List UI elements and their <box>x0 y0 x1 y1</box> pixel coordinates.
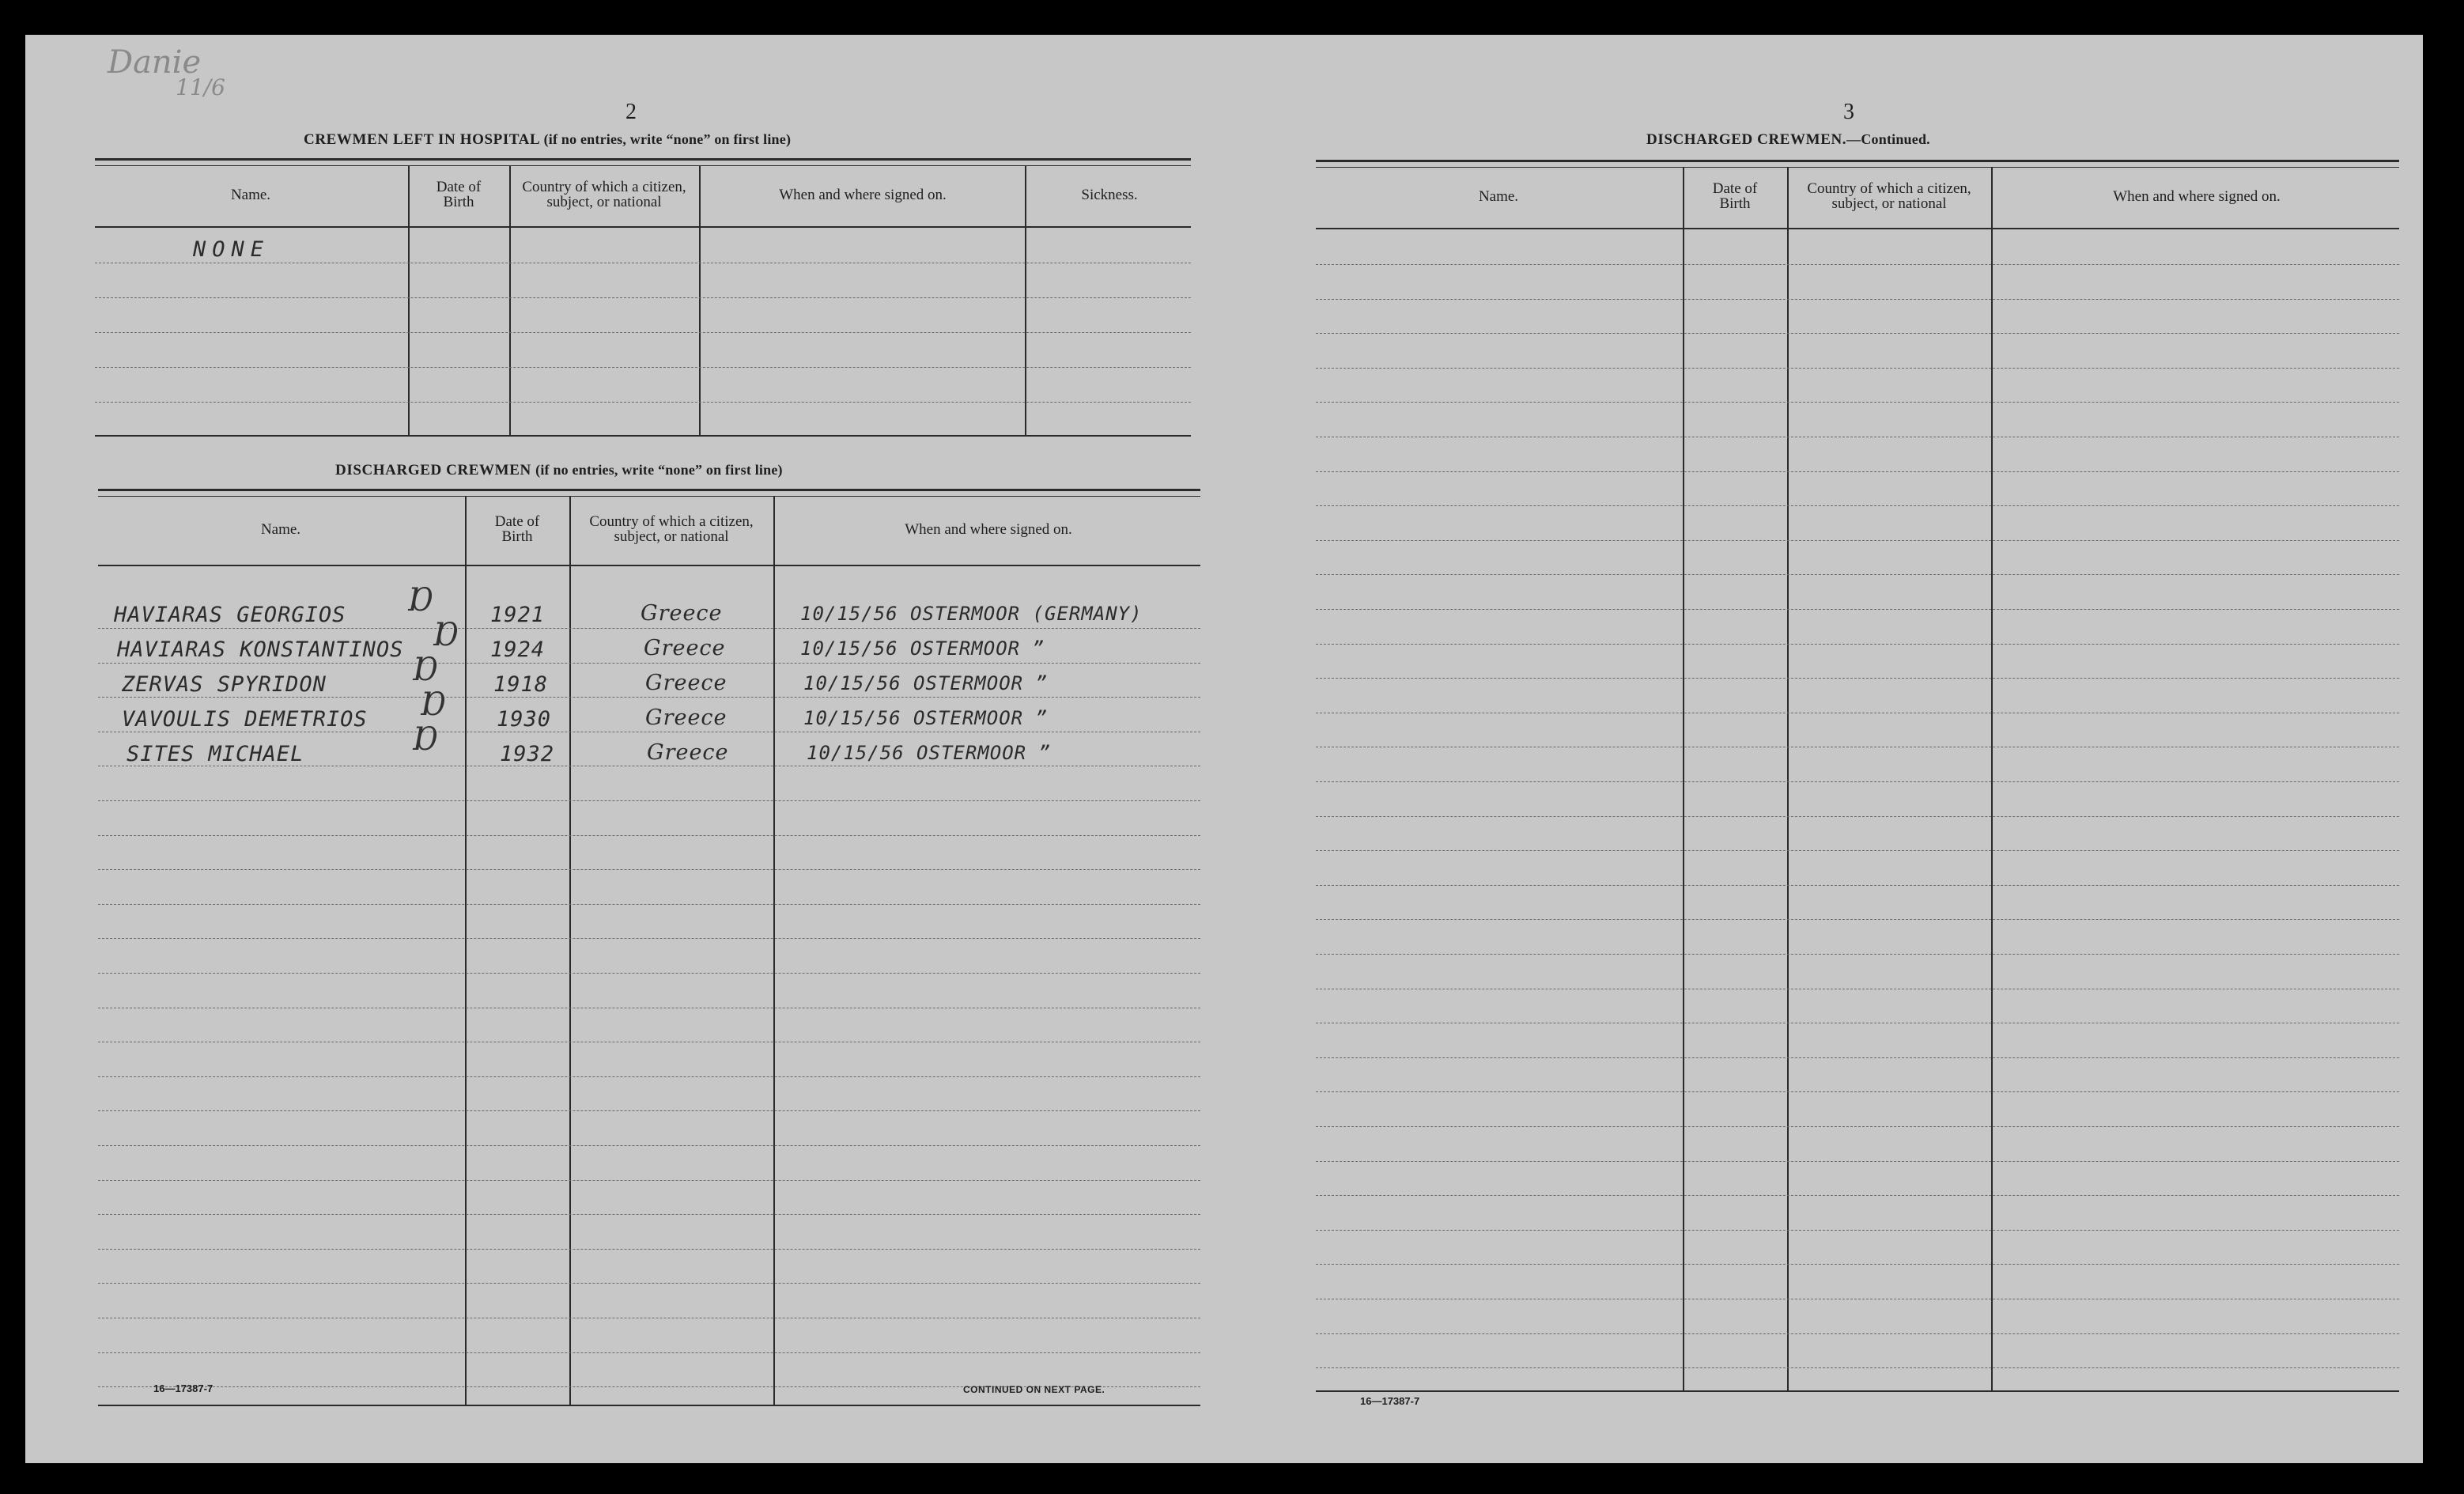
entry-name: VAVOULIS DEMETRIOS <box>122 707 368 732</box>
discharged-table-top-rule <box>98 489 1200 497</box>
ledger-row-line <box>98 1145 1200 1146</box>
right-col-divider <box>1991 168 1993 1392</box>
ledger-row-line <box>98 628 1200 629</box>
ledger-row-line <box>98 973 1200 974</box>
entry-signed-on: 10/15/56 OSTERMOOR ” <box>800 637 1045 660</box>
right-header-name: Name. <box>1478 187 1519 205</box>
handwritten-check-mark: Ɒ <box>413 721 438 758</box>
ledger-row-line <box>1316 1333 2399 1334</box>
entry-country: Greece <box>645 671 727 695</box>
handwritten-check-mark: Ɒ <box>421 686 446 723</box>
ledger-row-line <box>1316 540 2399 541</box>
discharged-header-signed-on: When and where signed on. <box>905 520 1072 538</box>
ledger-row-line <box>98 663 1200 664</box>
right-section-title <box>1646 131 1930 149</box>
ledger-row-line <box>98 904 1200 905</box>
ledger-row-line <box>1316 1091 2399 1092</box>
entry-signed-on: 10/15/56 OSTERMOOR ” <box>803 672 1048 694</box>
ledger-row-line <box>1316 781 2399 782</box>
discharged-col-divider <box>773 497 775 1405</box>
hospital-col-divider <box>509 166 511 437</box>
ledger-row-line <box>1316 678 2399 679</box>
hospital-title-instruction: (if no entries, write “none” on first line) <box>543 131 792 147</box>
ledger-row-line <box>1316 1126 2399 1127</box>
form-code-left: 16—17387-7 <box>153 1382 214 1394</box>
discharged-title-instruction: (if no entries, write “none” on first line) <box>535 462 783 478</box>
ledger-row-line <box>1316 1230 2399 1231</box>
entry-name: SITES MICHAEL <box>127 742 304 766</box>
discharged-col-divider <box>569 497 571 1405</box>
hospital-header-dob: Date of Birth <box>436 179 482 210</box>
hospital-col-divider <box>408 166 410 437</box>
hospital-row-line <box>95 332 1191 333</box>
continued-note: CONTINUED ON NEXT PAGE. <box>963 1384 1105 1395</box>
ledger-row-line <box>98 1352 1200 1353</box>
right-title-suffix: —Continued. <box>1846 131 1930 147</box>
corner-note-line2: 11/6 <box>176 74 225 100</box>
entry-signed-on: 10/15/56 OSTERMOOR ” <box>803 707 1048 729</box>
ledger-sheet <box>25 35 2423 1463</box>
discharged-table <box>98 489 1200 1422</box>
ledger-row-line <box>1316 402 2399 403</box>
discharged-header-country: Country of which a citizen, subject, or national <box>589 513 754 545</box>
ledger-row-line <box>98 835 1200 836</box>
left-page <box>25 35 1224 1463</box>
ledger-row-line <box>98 1110 1200 1111</box>
ledger-row-line <box>1316 1195 2399 1196</box>
right-header-dob: Date of Birth <box>1712 180 1758 212</box>
discharged-header-name: Name. <box>260 520 301 538</box>
right-table-bottom-rule <box>1316 1390 2399 1392</box>
ledger-row-line <box>98 697 1200 698</box>
hospital-table-bottom-rule <box>95 435 1191 437</box>
ledger-row-line <box>1316 644 2399 645</box>
hospital-header-sickness: Sickness. <box>1081 186 1138 203</box>
hospital-section-title <box>304 131 791 149</box>
ledger-row-line <box>1316 1264 2399 1265</box>
right-header-country: Country of which a citizen, subject, or national <box>1807 180 1971 212</box>
ledger-row-line <box>1316 264 2399 265</box>
corner-note-line1: Danie <box>108 44 202 81</box>
entry-country: Greece <box>647 740 729 765</box>
ledger-row-line <box>1316 299 2399 300</box>
discharged-header-dob: Date of Birth <box>494 513 540 545</box>
ledger-row-line <box>98 938 1200 939</box>
discharged-header-rule <box>98 565 1200 566</box>
right-header-rule <box>1316 228 2399 229</box>
entry-country: Greece <box>645 705 727 730</box>
page-number-left: 2 <box>625 100 637 124</box>
ledger-row-line <box>1316 1057 2399 1058</box>
handwritten-check-mark: Ɒ <box>433 617 459 653</box>
ledger-row-line <box>1316 368 2399 369</box>
hospital-header-signed-on: When and where signed on. <box>779 186 947 203</box>
ledger-row-line <box>1316 333 2399 334</box>
hospital-col-divider <box>1025 166 1026 437</box>
ledger-row-line <box>1316 816 2399 817</box>
hospital-col-divider <box>699 166 701 437</box>
hospital-title-text: CREWMEN LEFT IN HOSPITAL <box>304 131 540 148</box>
discharged-table-bottom-rule <box>98 1405 1200 1406</box>
ledger-row-line <box>98 869 1200 870</box>
hospital-table-top-rule <box>95 158 1191 166</box>
right-col-divider <box>1683 168 1684 1392</box>
ledger-row-line <box>98 1180 1200 1181</box>
ledger-row-line <box>98 800 1200 801</box>
hospital-entry-none: NONE <box>193 237 270 262</box>
ledger-row-line <box>1316 885 2399 886</box>
entry-country: Greece <box>644 636 726 660</box>
entry-signed-on: 10/15/56 OSTERMOOR ” <box>807 742 1051 764</box>
discharged-section-title <box>335 462 783 479</box>
entry-dob: 1930 <box>497 707 552 732</box>
hospital-row-line <box>95 367 1191 368</box>
entry-name: HAVIARAS GEORGIOS <box>114 603 346 627</box>
entry-country: Greece <box>641 601 723 626</box>
ledger-row-line <box>98 1076 1200 1077</box>
hospital-row-line <box>95 297 1191 298</box>
entry-dob: 1918 <box>493 672 549 697</box>
hospital-table <box>95 158 1191 475</box>
entry-dob: 1921 <box>490 603 546 627</box>
entry-dob: 1932 <box>500 742 555 766</box>
ledger-row-line <box>1316 850 2399 851</box>
discharged-continued-table <box>1316 160 2399 1425</box>
ledger-row-line <box>1316 471 2399 472</box>
ledger-row-line <box>1316 1161 2399 1162</box>
entry-name: ZERVAS SPYRIDON <box>122 672 327 697</box>
discharged-title-text: DISCHARGED CREWMEN <box>335 462 531 478</box>
hospital-header-rule <box>95 226 1191 228</box>
right-header-signed-on: When and where signed on. <box>2113 187 2281 205</box>
ledger-row-line <box>1316 1367 2399 1368</box>
ledger-row-line <box>98 1214 1200 1215</box>
right-page <box>1224 35 2423 1463</box>
handwritten-check-mark: Ɒ <box>413 652 438 688</box>
ledger-row-line <box>98 1249 1200 1250</box>
entry-signed-on: 10/15/56 OSTERMOOR (GERMANY) <box>800 603 1143 625</box>
page-number-right: 3 <box>1843 100 1854 124</box>
form-code-right: 16—17387-7 <box>1360 1395 1420 1407</box>
discharged-col-divider <box>465 497 467 1405</box>
ledger-row-line <box>1316 954 2399 955</box>
right-table-top-rule <box>1316 160 2399 168</box>
ledger-row-line <box>1316 574 2399 575</box>
ledger-row-line <box>1316 505 2399 506</box>
entry-dob: 1924 <box>490 637 546 662</box>
right-title-text: DISCHARGED CREWMEN. <box>1646 131 1847 148</box>
handwritten-check-mark: Ɒ <box>408 582 433 618</box>
hospital-header-name: Name. <box>230 186 271 203</box>
right-col-divider <box>1787 168 1789 1392</box>
entry-name: HAVIARAS KONSTANTINOS <box>117 637 404 662</box>
ledger-row-line <box>98 1283 1200 1284</box>
hospital-header-country: Country of which a citizen, subject, or national <box>522 179 686 210</box>
ledger-row-line <box>1316 609 2399 610</box>
hospital-row-line <box>95 402 1191 403</box>
ledger-row-line <box>1316 919 2399 920</box>
